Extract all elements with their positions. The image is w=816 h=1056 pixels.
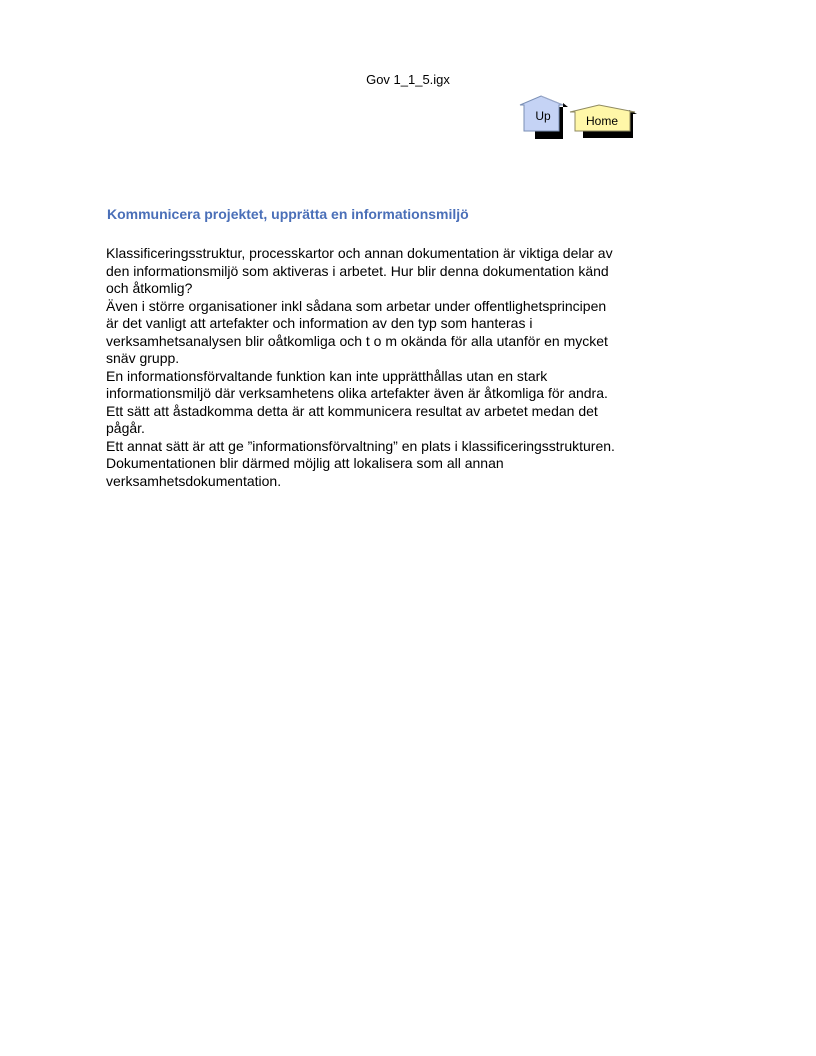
body-line: Även i större organisationer inkl sådana som arbetar under offentlighetsprincipen [106,297,607,314]
body-line: verksamhetsanalysen blir oåtkomliga och t o m okända för alla utanför en mycket [106,332,608,349]
home-button[interactable] [569,104,641,140]
body-line: Ett annat sätt är att ge ”informationsförvaltning” en plats i klassificeringsstrukturen. [106,437,615,454]
body-line: Klassificeringsstruktur, processkartor och annan dokumentation är viktiga delar av [106,245,613,261]
home-button-label: Home [585,114,618,128]
body-line: och åtkomlig? [106,280,193,296]
body-line: Ett sätt att åstadkomma detta är att kommunicera resultat av arbetet medan det [106,402,598,419]
body-line: En informationsförvaltande funktion kan inte upprätthållas utan en stark [106,367,548,384]
body-line: informationsmiljö där verksamhetens olika artefakter även är åtkomliga för andra. [106,385,608,401]
document-filename: Gov 1_1_5.igx [366,72,450,87]
up-button-label: Up [535,109,551,123]
body-line: Dokumentationen blir därmed möjlig att lokalisera som all annan [106,455,504,471]
body-line: den informationsmiljö som aktiveras i arbetet. Hur blir denna dokumentation känd [106,262,609,279]
body-line: är det vanligt att artefakter och information av den typ som hanteras i [106,315,533,331]
up-button[interactable] [519,95,569,140]
body-line: pågår. [106,420,145,436]
body-line: verksamhetsdokumentation. [106,472,282,489]
page-heading: Kommunicera projektet, upprätta en informationsmiljö [107,206,469,222]
body-line: snäv grupp. [106,350,180,366]
body-text [106,245,646,490]
